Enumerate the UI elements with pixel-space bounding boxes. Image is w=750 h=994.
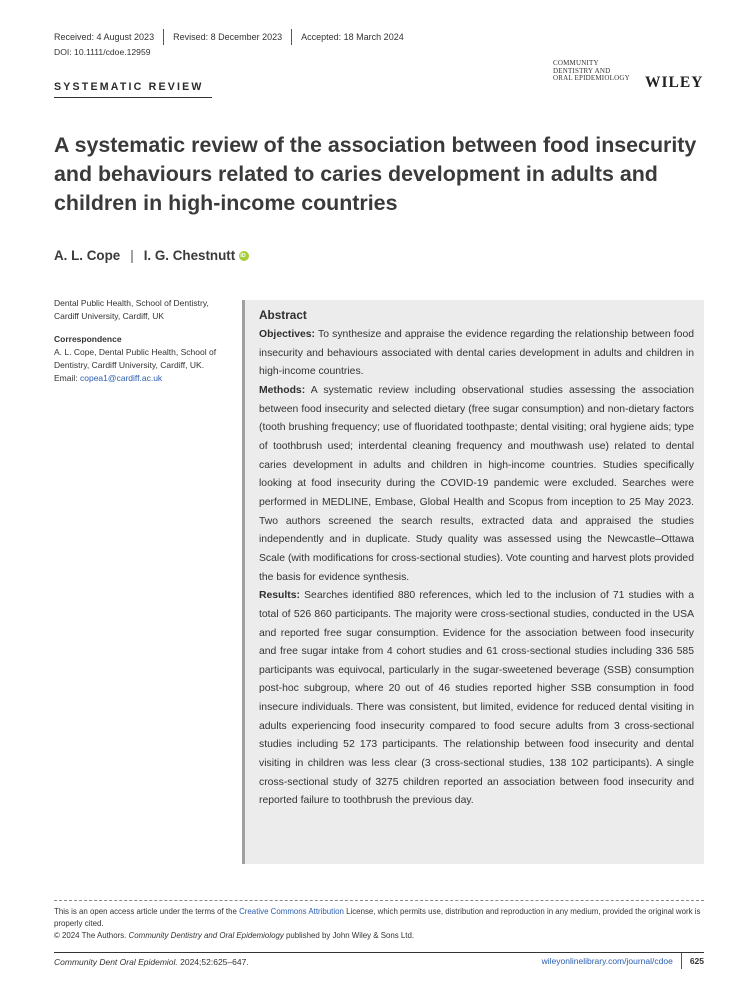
author-separator: | (130, 248, 134, 263)
journal-logo-line: DENTISTRY AND (553, 66, 611, 75)
article-dates (54, 29, 404, 45)
results-label: Results: (259, 590, 300, 602)
journal-logo-line: ORAL EPIDEMIOLOGY (553, 74, 630, 82)
footnote-divider (54, 900, 704, 901)
license-footnote (54, 906, 714, 943)
abstract-results (259, 587, 694, 811)
author-info-sidebar (54, 297, 234, 385)
citation-volume: 2024;52:625–647. (177, 957, 249, 967)
copyright-pre: © 2024 The Authors. (54, 931, 129, 941)
received-date: Received: 4 August 2023 (54, 32, 155, 42)
divider (163, 29, 164, 45)
journal-logo-line: COMMUNITY (553, 59, 599, 67)
divider (291, 29, 292, 45)
correspondence-email (54, 372, 234, 385)
abstract-box (242, 300, 704, 864)
section-label: SYSTEMATIC REVIEW (54, 81, 204, 93)
divider (681, 953, 682, 969)
doi[interactable]: DOI: 10.1111/cdoe.12959 (54, 47, 151, 57)
license-text (54, 906, 714, 930)
correspondence-heading: Correspondence (54, 334, 122, 344)
abstract-objectives (259, 326, 694, 382)
journal-logo (553, 60, 630, 83)
orcid-icon[interactable] (239, 251, 249, 261)
objectives-text: To synthesize and appraise the evidence regarding the relationship between food insecurity and behaviours associated with dental caries development in adults and children in high-income countries. (259, 329, 694, 378)
section-underline (54, 97, 212, 98)
citation (54, 957, 249, 967)
methods-text: A systematic review including observational studies assessing the association between food insecurity and selected dietary (free sugar consumption) and non-dietary factors (tooth brushing frequency; use of fluoridated toothpaste; dental visiting; oral hygiene aids; type of toothbrush used; interdental cleaning frequency and mouthwash use) related to dental caries development in adults and children in high-income countries. Studies specifically looking at food insecurity during the COVID-19 pandemic were excluded. Searches were performed in MEDLINE, Embase, Global Health and Scopus from inception to 25 May 2023. Two authors screened the search results, extracted data and appraised the studies independently and in duplicate. Study quality was assessed using the Newcastle–Ottawa Scale (with modifications for cross-sectional studies). Vote counting and harvest plots provided the basis for evidence synthesis. (259, 384, 694, 583)
results-text: Searches identified 880 references, which led to the inclusion of 71 studies with a total of 526 860 participants. The majority were cross-sectional studies, conducted in the USA and reported free sugar consumption. Evidence for the association between food insecurity and free sugar intake from 4 cohort studies and 61 cross-sectional studies including 336 585 participants was equivocal, particularly in the sugar-sweetened beverage (SSB) consumption post-hoc subgroup, where 20 out of 46 studies reported higher SSB consumption in food insecure individuals. There was consistent, but limited, evidence for reduced dental visiting in adults experiencing food insecurity compared to food secure adults from 3 cross-sectional studies including 52 173 participants. The relationship between food insecurity and dental visiting in children was less clear (3 cross-sectional studies, 138 102 participants). A single cross-sectional study of 3275 children reported an association between food insecurity and reported failure to toothbrush the previous day. (259, 590, 694, 807)
copyright-journal: Community Dentistry and Oral Epidemiology (128, 931, 284, 941)
footer-right (542, 953, 704, 969)
correspondence-address: A. L. Cope, Dental Public Health, School of Dentistry, Cardiff University, Cardiff, UK. (54, 347, 217, 370)
email-link[interactable]: copea1@cardiff.ac.uk (79, 373, 163, 383)
citation-journal: Community Dent Oral Epidemiol. (54, 957, 178, 967)
article-title: A systematic review of the association between food insecurity and behaviours related to caries development in adults and children in high-income countries (54, 133, 697, 215)
abstract-methods (259, 382, 694, 587)
copyright-post: published by John Wiley & Sons Ltd. (283, 931, 415, 941)
license-link[interactable]: Creative Commons Attribution (239, 907, 344, 916)
revised-date: Revised: 8 December 2023 (173, 32, 283, 42)
publisher-logo: WILEY (645, 74, 704, 91)
license-text-post: License, which permits use, distribution and reproduction in any medium, provided the original work is properly cited. (54, 907, 701, 929)
author-list (54, 248, 249, 263)
author-name[interactable]: A. L. Cope (54, 248, 121, 263)
journal-url-link[interactable]: wileyonlinelibrary.com/journal/cdoe (541, 956, 673, 966)
page-number: 625 (689, 956, 704, 966)
methods-label: Methods: (259, 384, 306, 396)
email-label: Email: (54, 373, 80, 383)
author-name[interactable]: I. G. Chestnutt (143, 248, 236, 263)
accepted-date: Accepted: 18 March 2024 (301, 32, 404, 42)
abstract-heading: Abstract (259, 308, 307, 322)
affiliation: Dental Public Health, School of Dentistry, Cardiff University, Cardiff, UK (54, 298, 209, 321)
objectives-label: Objectives: (259, 329, 316, 340)
copyright-text (54, 930, 714, 942)
license-text-pre: This is an open access article under the terms of the (54, 907, 240, 916)
